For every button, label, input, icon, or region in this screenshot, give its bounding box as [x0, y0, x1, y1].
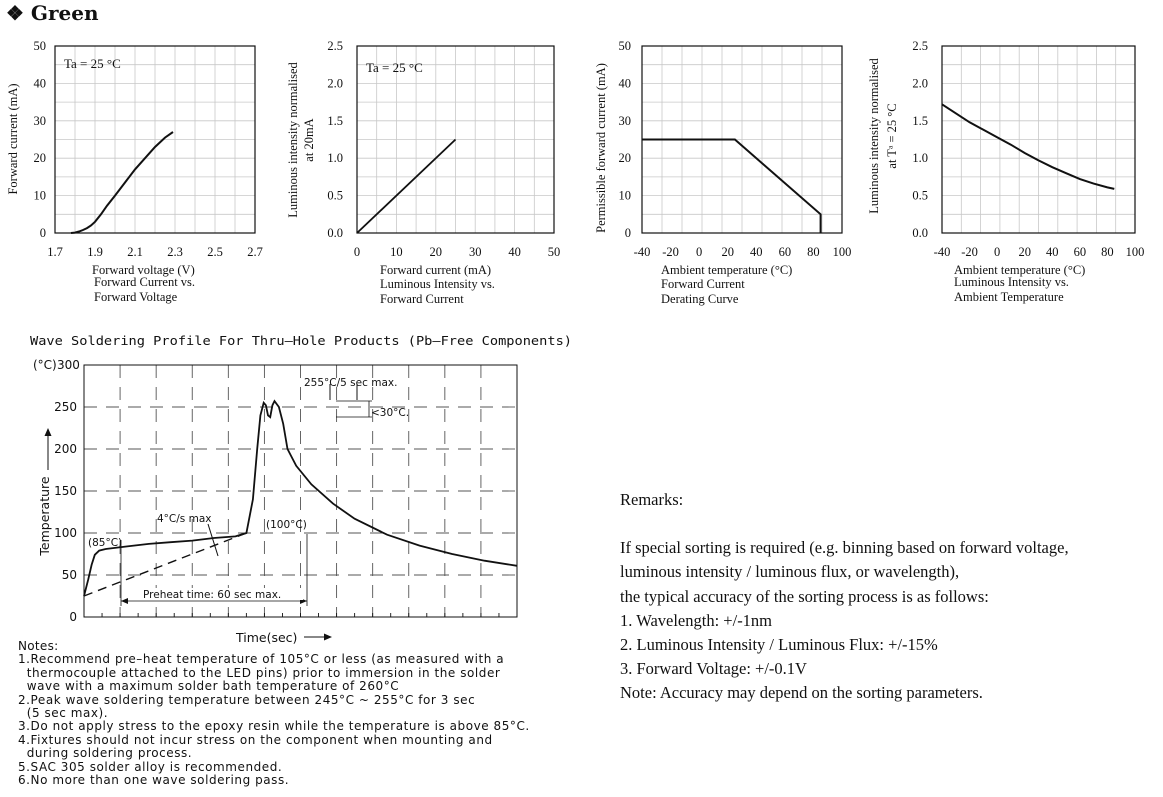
note-line-2: thermocouple attached to the LED pins) prior to immersion in the solder	[18, 665, 501, 680]
y-tick-label: 30	[618, 113, 631, 128]
x-tick-label: 20	[1018, 245, 1031, 259]
remarks-line-2: luminous intensity / luminous flux, or wavelength),	[620, 562, 960, 582]
y-tick-label: 10	[33, 188, 46, 203]
y-tick-label: 1.0	[327, 151, 343, 166]
y-tick-label: 10	[618, 188, 631, 203]
chart-4-x-ticks	[934, 245, 1145, 259]
y-tick-label: 0	[39, 226, 46, 240]
x-tick-label: 40	[508, 245, 521, 259]
wave-chart-grid	[84, 365, 517, 617]
remarks-section	[620, 488, 1160, 706]
chart-2-y-axis-label-line-2: at 20mA	[302, 118, 316, 162]
y-tick-label: 50	[618, 39, 631, 53]
x-tick-label: 2.3	[167, 245, 183, 259]
chart-4-caption-line-2: Ambient Temperature	[954, 290, 1064, 304]
y-tick-label: 20	[33, 151, 46, 166]
notes-section	[18, 640, 608, 787]
note-line-3: wave with a maximum solder bath temperature of 260°C	[18, 679, 400, 694]
wave-ramp-pointer	[208, 524, 218, 556]
chart-luminous-intensity-vs-current	[286, 39, 560, 306]
chart-3-y-axis-label: Permissible forward current (mA)	[594, 63, 608, 233]
chart-4-series-line	[942, 104, 1114, 189]
wave-preheat-annotation: Preheat time: 60 sec max.	[143, 589, 282, 601]
wave-dip-annotation: <30°C.	[371, 407, 410, 419]
wave-chart-y-unit: (°C)	[33, 358, 57, 372]
section-title: Green	[30, 1, 99, 25]
wave-chart-y-ticks	[54, 358, 80, 624]
chart-1-x-ticks	[47, 245, 263, 259]
x-tick-label: 1.9	[87, 245, 103, 259]
note-line-10: 6.No more than one wave soldering pass.	[18, 773, 290, 788]
wave-y-tick-label: 150	[54, 484, 77, 498]
chart-4-y-axis-label-line-2: at Tᵃ = 25 °C	[885, 103, 899, 169]
diamond-bullet-icon: ❖	[6, 1, 24, 25]
wave-y-tick-label: 250	[54, 400, 77, 414]
x-tick-label: -40	[933, 245, 951, 259]
x-tick-label: 30	[468, 245, 482, 259]
chart-3-caption-line-1: Forward Current	[661, 277, 745, 291]
y-tick-label: 0.0	[327, 226, 343, 240]
remarks-spacer	[620, 512, 1160, 536]
x-tick-label: 20	[721, 245, 734, 259]
chart-2-x-axis-label: Forward current (mA)	[380, 263, 492, 277]
y-tick-label: 0.0	[912, 226, 928, 240]
x-tick-label: 80	[1101, 245, 1114, 259]
y-tick-label: 20	[618, 151, 631, 166]
chart-2-x-ticks	[354, 245, 560, 259]
chart-4-x-axis-label: Ambient temperature (°C)	[954, 263, 1086, 277]
chart-3-caption-line-2: Derating Curve	[661, 292, 739, 306]
remarks-line-1: If special sorting is required (e.g. binning based on forward voltage,	[620, 538, 1069, 558]
chart-wave-soldering-profile	[30, 333, 572, 645]
wave-chart-frame	[84, 365, 517, 617]
y-tick-label: 0.5	[327, 188, 343, 203]
y-tick-label: 50	[33, 39, 46, 53]
chart-4-y-ticks	[912, 39, 928, 240]
x-tick-label: 40	[1046, 245, 1059, 259]
wave-y-tick-label: 300	[57, 358, 80, 372]
chart-3-series-line	[642, 140, 821, 234]
remarks-line-6: 3. Forward Voltage: +/-0.1V	[620, 659, 807, 679]
wave-chart-x-axis-label: Time(sec)	[236, 630, 298, 645]
note-line-6: 3.Do not apply stress to the epoxy resin while the temperature is above 85°C.	[18, 719, 530, 734]
x-tick-label: 100	[1125, 245, 1145, 259]
x-tick-label: 0	[353, 245, 361, 259]
x-tick-label: -20	[961, 245, 978, 259]
y-tick-label: 2.5	[912, 39, 928, 53]
chart-1-annotation: Ta = 25 °C	[64, 56, 121, 71]
chart-2-annotation: Ta = 25 °C	[366, 60, 423, 75]
wave-peak-annotation: 255°C/5 sec max.	[304, 377, 398, 389]
y-tick-label: 30	[33, 113, 46, 128]
wave-chart-title: Wave Soldering Profile For Thru–Hole Products (Pb–Free Components)	[30, 333, 572, 348]
chart-4-y-axis-label-line-1: Luminous intensity normalised	[867, 58, 881, 214]
x-tick-label: 40	[750, 245, 763, 259]
remarks-line-7: Note: Accuracy may depend on the sorting parameters.	[620, 683, 983, 703]
x-tick-label: 60	[778, 245, 792, 259]
wave-preheat-arrow-left-icon	[121, 598, 128, 604]
x-tick-label: 2.5	[207, 245, 223, 259]
chart-2-y-axis-label-line-1: Luminous intensity normalised	[286, 62, 300, 218]
chart-1-series-line	[71, 132, 173, 233]
chart-1-grid	[55, 46, 255, 233]
remarks-line-5: 2. Luminous Intensity / Luminous Flux: +/-15%	[620, 635, 938, 655]
note-line-5: (5 sec max).	[18, 706, 109, 721]
wave-chart-y-axis-label: Temperature	[37, 476, 52, 556]
y-tick-label: 40	[618, 76, 631, 91]
y-tick-label: 0	[624, 226, 631, 240]
x-tick-label: 0	[994, 245, 1001, 259]
y-tick-label: 2.0	[912, 76, 928, 91]
remarks-line-4: 1. Wavelength: +/-1nm	[620, 610, 773, 630]
wave-y-tick-label: 0	[69, 610, 77, 624]
notes-heading: Notes:	[18, 639, 59, 653]
chart-2-y-ticks	[327, 39, 343, 240]
chart-3-x-ticks	[634, 245, 852, 259]
y-tick-label: 1.5	[327, 113, 343, 128]
chart-4-caption-line-1: Luminous Intensity vs.	[954, 275, 1069, 289]
note-line-8: during soldering process.	[18, 746, 193, 761]
y-tick-label: 1.5	[912, 113, 928, 128]
wave-100c-annotation: (100°C)	[266, 519, 307, 531]
x-tick-label: 2.1	[127, 245, 143, 259]
y-tick-label: 2.0	[327, 76, 343, 91]
x-tick-label: 50	[547, 245, 561, 259]
x-tick-label: 0	[696, 245, 703, 259]
chart-3-x-axis-label: Ambient temperature (°C)	[661, 263, 793, 277]
y-tick-label: 0.5	[912, 188, 928, 203]
chart-1-caption-line-2: Forward Voltage	[94, 290, 178, 304]
remarks-line-3: the typical accuracy of the sorting process is as follows:	[620, 586, 989, 606]
x-tick-label: 80	[807, 245, 820, 259]
chart-1-x-axis-label: Forward voltage (V)	[92, 263, 195, 277]
x-tick-label: -40	[633, 245, 651, 259]
note-line-1: 1.Recommend pre–heat temperature of 105°C or less (as measured with a	[18, 652, 505, 667]
chart-1-y-axis-label: Forward current (mA)	[6, 83, 20, 195]
wave-y-tick-label: 50	[61, 568, 77, 582]
y-tick-label: 40	[33, 76, 46, 91]
note-line-7: 4.Fixtures should not incur stress on the component when mounting and	[18, 732, 493, 747]
chart-1-y-ticks	[34, 39, 47, 240]
wave-ramp-annotation: 4°C/s max	[157, 513, 212, 525]
wave-85c-annotation: (85°C)	[88, 537, 123, 549]
x-tick-label: 100	[832, 245, 852, 259]
x-tick-label: 10	[390, 245, 403, 259]
chart-luminous-intensity-vs-temperature	[867, 39, 1144, 304]
y-tick-label: 2.5	[327, 39, 343, 53]
y-tick-label: 1.0	[912, 151, 928, 166]
wave-y-tick-label: 100	[54, 526, 77, 540]
x-tick-label: 2.7	[247, 245, 263, 259]
chart-1-caption-line-1: Forward Current vs.	[94, 275, 196, 289]
note-line-4: 2.Peak wave soldering temperature between 245°C ~ 255°C for 3 sec	[18, 692, 476, 707]
x-tick-label: 60	[1073, 245, 1087, 259]
chart-2-series-line	[357, 140, 456, 234]
remarks-heading: Remarks:	[620, 490, 684, 509]
chart-2-caption-line-2: Forward Current	[380, 292, 464, 306]
x-tick-label: -20	[662, 245, 679, 259]
x-tick-label: 20	[429, 245, 443, 259]
chart-forward-current-derating	[594, 39, 851, 306]
chart-forward-current-vs-voltage	[6, 39, 263, 304]
chart-4-grid	[942, 46, 1135, 233]
chart-2-caption-line-1: Luminous Intensity vs.	[380, 277, 495, 291]
x-tick-label: 1.7	[47, 245, 63, 259]
note-line-9: 5.SAC 305 solder alloy is recommended.	[18, 759, 283, 774]
wave-y-tick-label: 200	[54, 442, 77, 456]
chart-3-y-ticks	[619, 39, 632, 240]
wave-y-axis-arrowhead-icon	[45, 428, 52, 436]
